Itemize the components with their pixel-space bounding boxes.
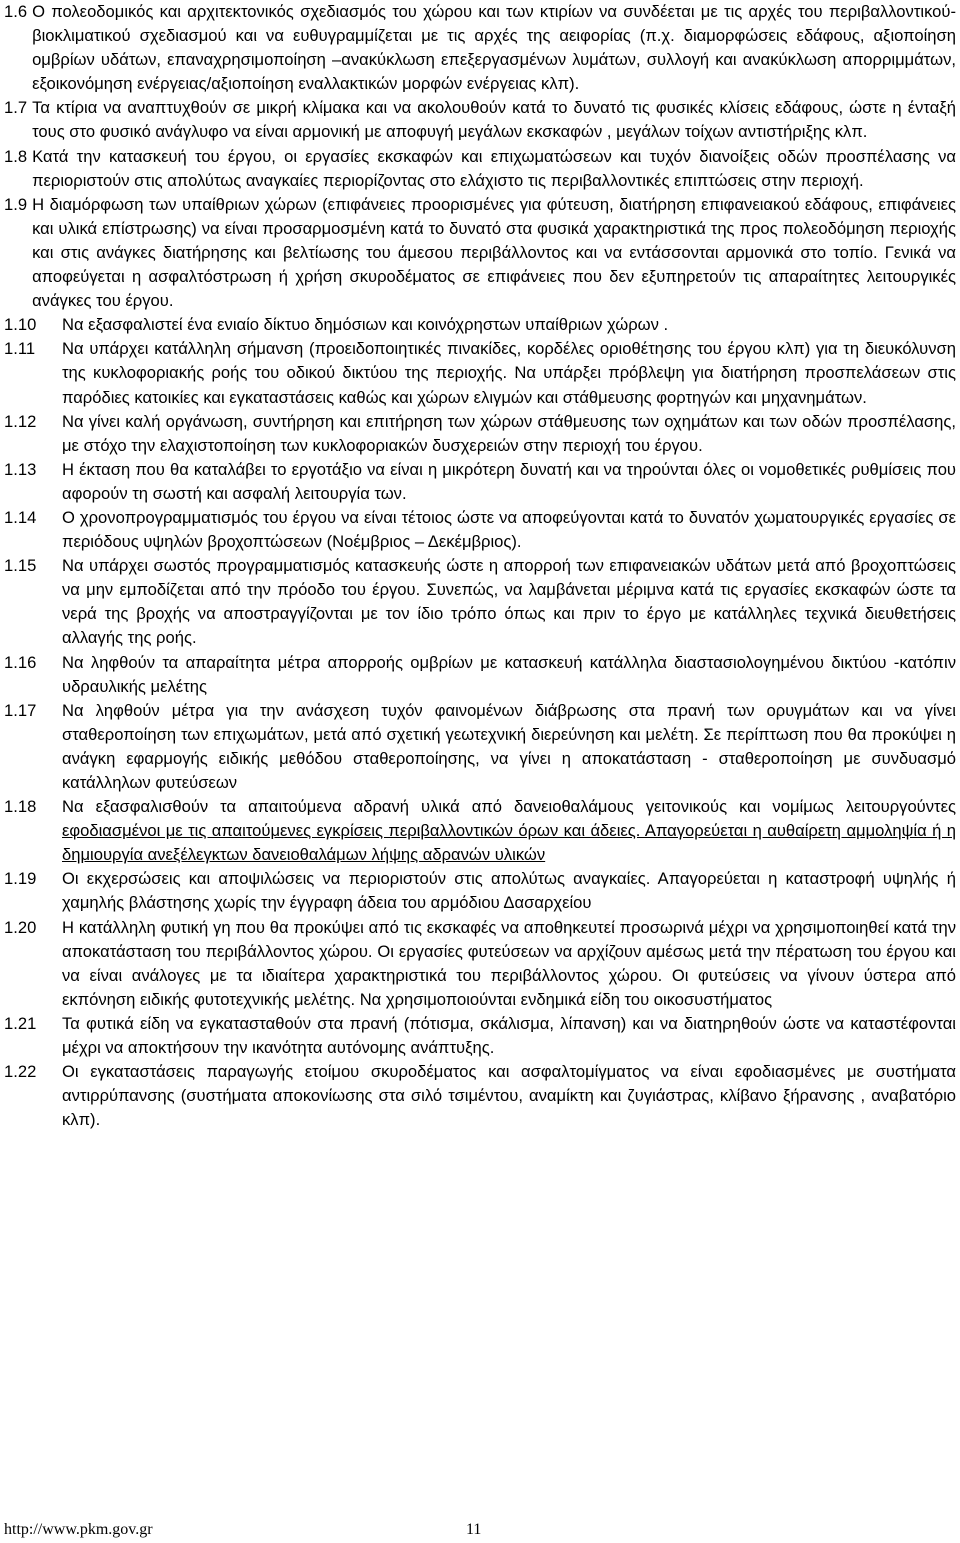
list-item-1-9	[4, 193, 956, 313]
item-number: 1.11	[4, 339, 36, 359]
item-number: 1.20	[4, 917, 37, 937]
item-number: 1.10	[4, 315, 37, 335]
item-number: 1.22	[4, 1062, 37, 1082]
list-item-1-15	[4, 554, 956, 650]
list-item-1-13	[4, 458, 956, 506]
item-number: 1.16	[4, 652, 37, 672]
item-number: 1.18	[4, 797, 37, 817]
list-item-1-22	[4, 1060, 956, 1132]
item-text: Οι εκχερσώσεις και αποψιλώσεις να περιοριστούν στις απολύτως αναγκαίες. Απαγορεύεται η καταστροφή υψηλής ή χαμηλής βλάστησης χωρίς την έγγραφη άδεια του αρμόδιου Δασαρχείου	[62, 869, 956, 913]
item-text: Ο πολεοδομικός και αρχιτεκτονικός σχεδιασμός του χώρου και των κτιρίων να συνδέεται με τις αρχές του περιβαλλοντικού-βιοκλιματικού σχεδιασμού και να ευθυγραμμίζεται με τις αρχές της αειφορίας (π.χ. διαμορφώσεις εδάφους, αξιοποίηση ομβρίων υδάτων, επαναχρησιμοποίηση –ανακύκλωση επεξεργασμένων λυμάτων, συλλογή και ανακύκλωση απορριμμάτων, εξοικονόμηση ενέργειας/αξιοποίηση εναλλακτικών μορφών ενέργειας κλπ).	[32, 2, 956, 94]
list-item-1-19	[4, 867, 956, 915]
item-text: Οι εγκαταστάσεις παραγωγής ετοίμου σκυροδέματος και ασφαλτομίγματος να είναι εφοδιασμένες με συστήματα αντιρρύπανσης (συστήματα αποκονίωσης στα σιλό τσιμέντου, αναμίκτη και ζυγιάστρας, κλίβανο ξήρανσης , αναβατόριο κλπ).	[62, 1062, 956, 1130]
item-text: Η κατάλληλη φυτική γη που θα προκύψει από τις εκσκαφές να αποθηκευτεί προσωρινά μέχρι να χρησιμοποιηθεί κατά την αποκατάσταση του περιβάλλοντος χώρου. Οι εργασίες φυτεύσεων να αρχίζουν αμέσως μετά την πέρατωση του έργου και να είναι ανάλογες με τα ιδιαίτερα χαρακτηριστικά του περιβάλλοντος χώρου. Οι φυτεύσεις να γίνουν ύστερα από εκπόνηση ειδικής φυτοτεχνικής μελέτης. Να χρησιμοποιούνται ενδημικά είδη του οικοσυστήματος	[62, 917, 956, 1009]
item-text-underlined: εφοδιασμένοι με τις απαιτούμενες εγκρίσεις περιβαλλοντικών όρων και άδειες. Απαγορεύεται η αυθαίρετη αμμοληψία ή η δημιουργία ανεξέλεγκτων δανειοθαλάμων λήψης αδρανών υλικών	[62, 821, 956, 865]
page-number: 11	[466, 1521, 482, 1538]
item-text-plain: Να εξασφαλισθούν τα απαιτούμενα αδρανή υλικά από δανειοθαλάμους γειτονικούς και νομίμως λειτουργούντες	[62, 797, 956, 817]
item-text: Τα κτίρια να αναπτυχθούν σε μικρή κλίμακα και να ακολουθούν κατά το δυνατό τις φυσικές κλίσεις εδάφους, ώστε η ένταξή τους στο φυσικό ανάγλυφο να είναι αρμονική με αποφυγή μεγάλων εκσκαφών , μεγάλων τοίχων αντιστήριξης κλπ.	[32, 98, 956, 142]
item-text: Να ληφθούν μέτρα για την ανάσχεση τυχόν φαινομένων διάβρωσης στα πρανή των ορυγμάτων και να γίνει σταθεροποίηση των επιχωμάτων, μετά από σχετική γεωτεχνική διερεύνηση και μελέτη. Σε περίπτωση που θα προκύψει η ανάγκη εφαρμογής ειδικής μεθόδου σταθεροποίησης, να γίνει η αποκατάσταση - σταθεροποίηση με συνδυασμό κατάλληλων φυτεύσεων	[62, 700, 956, 792]
list-item-1-20	[4, 916, 956, 1012]
footer-url[interactable]: http://www.pkm.gov.gr	[4, 1521, 153, 1538]
item-number: 1.12	[4, 411, 37, 431]
item-number: 1.14	[4, 507, 37, 527]
item-text: Να ληφθούν τα απαραίτητα μέτρα απορροής ομβρίων με κατασκευή κατάλληλα διαστασιολογημένου δικτύου -κατόπιν υδραυλικής μελέτης	[62, 652, 956, 696]
item-text: Να υπάρχει σωστός προγραμματισμός κατασκευής ώστε η απορροή των επιφανειακών υδάτων μετά από βροχοπτώσεις να μην εμποδίζεται από την πρόοδο του έργου. Συνεπώς, να λαμβάνεται μέριμνα κατά τις εργασίες εκσκαφών ώστε τα νερά της βροχής να αποστραγγίζονται με τον ίδιο τρόπο όπως και πριν το έργο με κατάλληλες τεχνικά διευθετήσεις αλλαγής της ροής.	[62, 556, 956, 648]
item-number: 1.7	[4, 98, 28, 118]
item-number: 1.6	[4, 2, 28, 21]
item-text: Η διαμόρφωση των υπαίθριων χώρων (επιφάνειες προορισμένες για φύτευση, διατήρηση επιφανειακού εδάφους, επιφάνειες και υλικά επίστρωσης) να είναι προσαρμοσμένη κατά το δυνατό στα φυσικά χαρακτηριστικά της προς πολεοδόμηση περιοχής και στις ανάγκες διατήρησης και βελτίωσης του άμεσου περιβάλλοντος και να εντάσσονται αρμονικά στο τοπίο. Γενικά να αποφεύγεται η ασφαλτόστρωση ή χρήση σκυροδέματος σε επιφάνειες που δεν εξυπηρετούν τις απαραίτητες λειτουργικές ανάγκες του έργου.	[32, 194, 956, 311]
item-text: Κατά την κατασκευή του έργου, οι εργασίες εκσκαφών και επιχωματώσεων και τυχόν διανοίξεις οδών προσπέλασης να περιοριστούν στις απολύτως αναγκαίες περιορίζοντας στο ελάχιστο τις περιβαλλοντικές επιπτώσεις στην περιοχή.	[32, 146, 956, 190]
list-item-1-8	[4, 145, 956, 193]
list-item-1-7	[4, 96, 956, 144]
item-number: 1.19	[4, 869, 37, 889]
item-text: Να γίνει καλή οργάνωση, συντήρηση και επιτήρηση των χώρων στάθμευσης των οχημάτων και των οδών προσπέλασης, με στόχο την ελαχιστοποίηση των κυκλοφοριακών δυσχερειών στην περιοχή του έργου.	[62, 411, 956, 455]
item-number: 1.9	[4, 194, 28, 214]
list-item-1-16	[4, 651, 956, 699]
list-item-1-14	[4, 506, 956, 554]
item-number: 1.17	[4, 700, 37, 720]
list-item-1-11	[4, 337, 956, 409]
item-number: 1.8	[4, 146, 28, 166]
item-text: Να υπάρχει κατάλληλη σήμανση (προειδοποιητικές πινακίδες, κορδέλες οριοθέτησης του έργου κλπ) για τη διευκόλυνση της κυκλοφοριακής ροής του οδικού δικτύου της περιοχής. Να υπάρξει πρόβλεψη για διατήρηση προσπελάσεων στις παρόδιες κατοικίες και εγκαταστάσεις καθώς και χώρων ελιγμών και στάθμευσης φορτηγών και μηχανημάτων.	[62, 339, 956, 407]
item-text: Η έκταση που θα καταλάβει το εργοτάξιο να είναι η μικρότερη δυνατή και να τηρούνται όλες οι νομοθετικές ρυθμίσεις που αφορούν τη σωστή και ασφαλή λειτουργία των.	[62, 459, 956, 503]
list-item-1-12	[4, 410, 956, 458]
conditions-list	[4, 0, 956, 1132]
item-number: 1.15	[4, 556, 37, 576]
item-text	[62, 795, 956, 867]
item-text: Τα φυτικά είδη να εγκατασταθούν στα πρανή (πότισμα, σκάλισμα, λίπανση) και να διατηρηθούν ώστε να καταστέφονται μέχρι να αποκτήσουν την ικανότητα αυτόνομης ανάπτυξης.	[62, 1013, 956, 1058]
list-item-1-18	[4, 795, 956, 867]
list-item-1-10	[4, 313, 956, 337]
list-item-1-21	[4, 1012, 956, 1060]
item-number: 1.21	[4, 1013, 37, 1033]
list-item-1-6	[4, 0, 956, 96]
list-item-1-17	[4, 699, 956, 795]
item-text: Να εξασφαλιστεί ένα ενιαίο δίκτυο δημόσιων και κοινόχρηστων υπαίθριων χώρων .	[62, 315, 669, 335]
item-text: Ο χρονοπρογραμματισμός του έργου να είναι τέτοιος ώστε να αποφεύγονται κατά το δυνατόν χωματουργικές εργασίες σε περιόδους υψηλών βροχοπτώσεων (Νοέμβριος – Δεκέμβριος).	[62, 507, 956, 552]
item-number: 1.13	[4, 459, 37, 479]
